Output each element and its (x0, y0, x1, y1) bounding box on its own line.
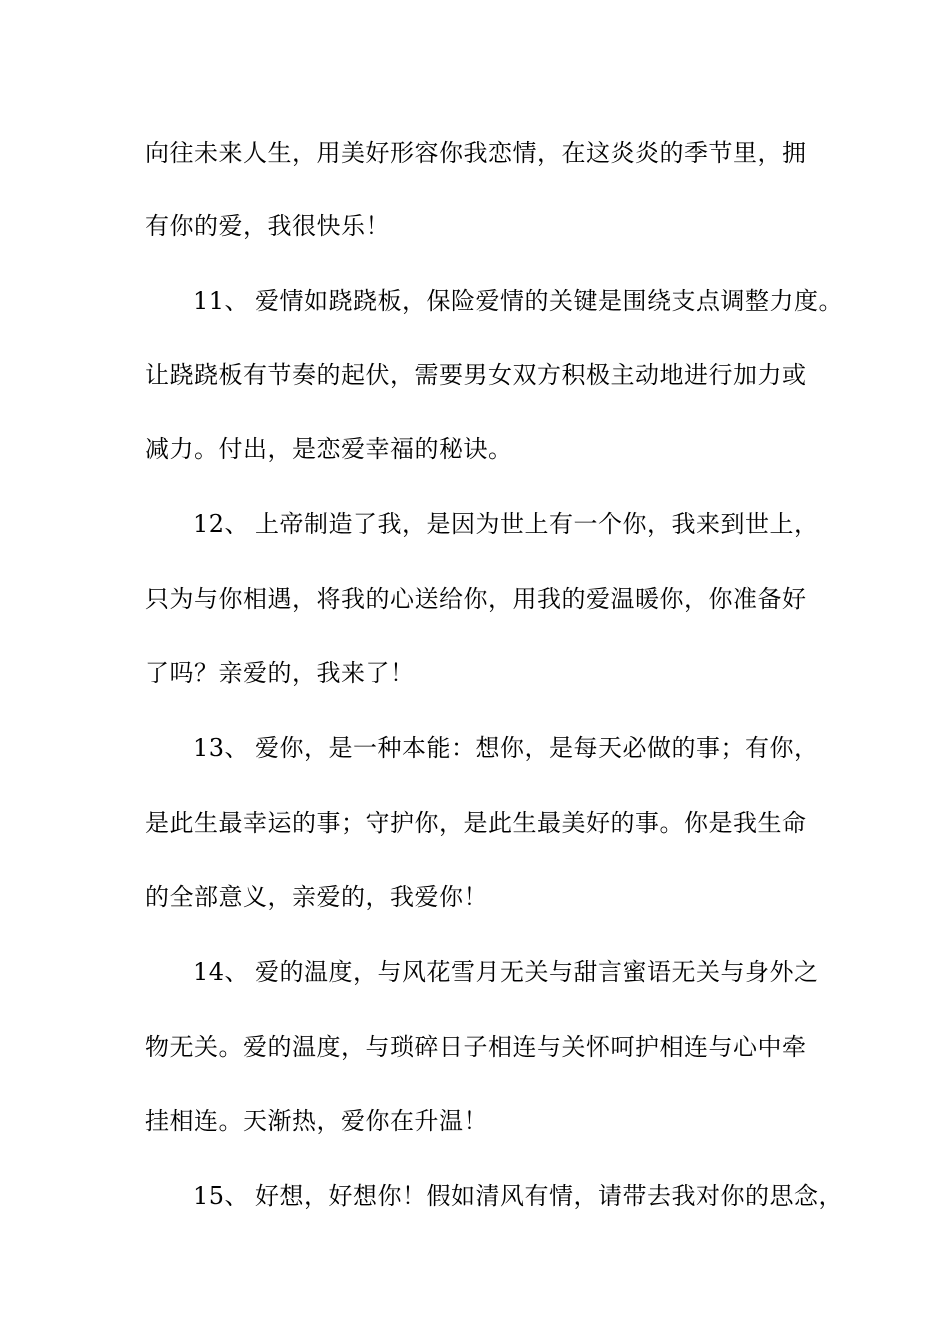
paragraph-15-line-1 (193, 1180, 843, 1212)
paragraph-12-text: 上帝制造了我，是因为世上有一个你，我来到世上， (255, 510, 819, 538)
paragraph-10-line-1: 向往未来人生，用美好形容你我恋情，在这炎炎的季节里，拥 (145, 139, 807, 167)
paragraph-13-text: 爱你，是一种本能：想你，是每天必做的事；有你， (255, 734, 819, 762)
paragraph-15-text: 好想，好想你！假如清风有情，请带去我对你的思念， (255, 1182, 843, 1210)
paragraph-14-line-2: 物无关。爱的温度，与琐碎日子相连与关怀呵护相连与心中牵 (145, 1033, 807, 1061)
paragraph-13-line-3: 的全部意义，亲爱的，我爱你！ (145, 883, 488, 911)
paragraph-11-line-1 (193, 285, 843, 317)
paragraph-11-number: 11、 (193, 287, 250, 315)
paragraph-13-number: 13、 (193, 734, 250, 762)
paragraph-13-line-1 (193, 732, 819, 764)
paragraph-14-line-1 (193, 956, 819, 988)
paragraph-14-number: 14、 (193, 958, 250, 986)
paragraph-12-line-2: 只为与你相遇，将我的心送给你，用我的爱温暖你，你准备好 (145, 585, 807, 613)
paragraph-14-line-3: 挂相连。天渐热，爱你在升温！ (145, 1107, 488, 1135)
paragraph-12-number: 12、 (193, 510, 250, 538)
paragraph-10-line-2: 有你的爱，我很快乐！ (145, 212, 390, 240)
paragraph-12-line-3: 了吗？亲爱的，我来了！ (145, 659, 415, 687)
paragraph-11-line-2: 让跷跷板有节奏的起伏，需要男女双方积极主动地进行加力或 (145, 361, 807, 389)
paragraph-11-line-3: 减力。付出，是恋爱幸福的秘诀。 (145, 435, 513, 463)
paragraph-11-text: 爱情如跷跷板，保险爱情的关键是围绕支点调整力度。 (255, 287, 843, 315)
paragraph-14-text: 爱的温度，与风花雪月无关与甜言蜜语无关与身外之 (255, 958, 819, 986)
paragraph-15-number: 15、 (193, 1182, 250, 1210)
paragraph-13-line-2: 是此生最幸运的事；守护你，是此生最美好的事。你是我生命 (145, 809, 807, 837)
paragraph-12-line-1 (193, 508, 819, 540)
